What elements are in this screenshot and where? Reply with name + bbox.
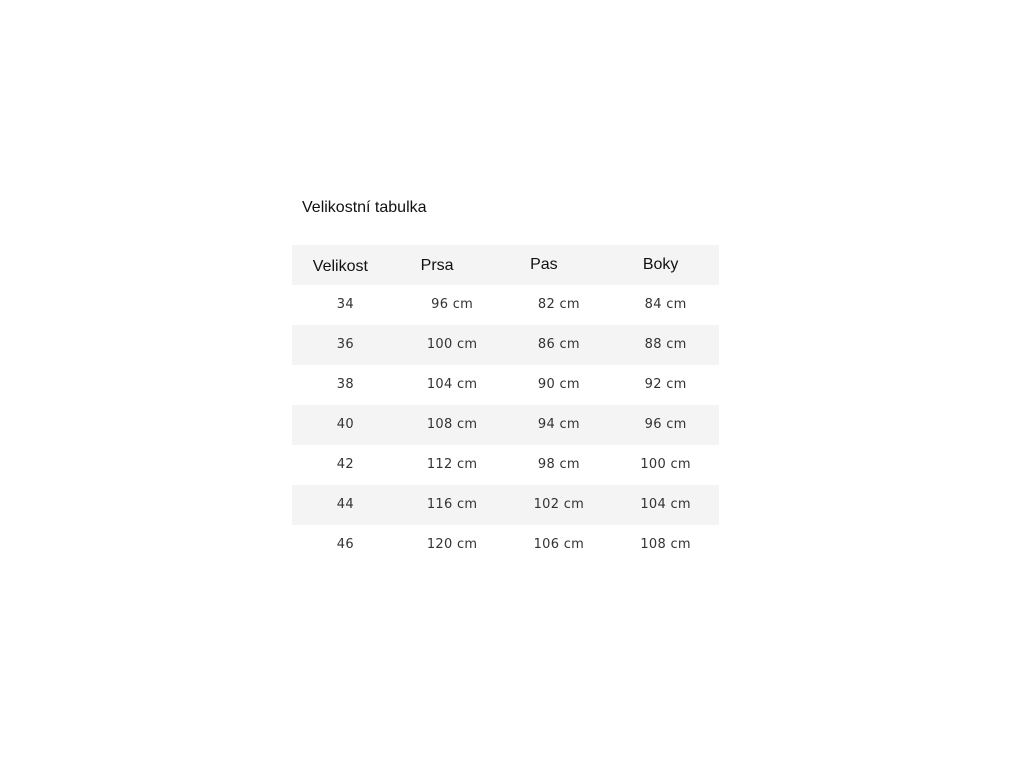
table-row xyxy=(292,325,719,365)
cell-chest: 108 cm xyxy=(426,417,478,432)
table-header-row xyxy=(292,245,719,285)
cell-hips: 104 cm xyxy=(640,497,691,512)
cell-chest: 104 cm xyxy=(426,377,478,392)
cell-hips: 100 cm xyxy=(640,457,691,472)
cell-size: 38 xyxy=(336,377,354,392)
cell-hips: 88 cm xyxy=(644,337,687,352)
size-table xyxy=(292,245,719,565)
cell-size: 40 xyxy=(336,417,354,432)
cell-chest: 112 cm xyxy=(426,457,478,472)
cell-hips: 92 cm xyxy=(644,377,687,392)
cell-size: 46 xyxy=(336,537,354,552)
table-row xyxy=(292,525,719,565)
cell-chest: 116 cm xyxy=(426,497,478,512)
cell-size: 44 xyxy=(336,497,354,512)
cell-size: 34 xyxy=(336,297,354,312)
cell-hips: 84 cm xyxy=(644,297,687,312)
table-row xyxy=(292,365,719,405)
column-header-velikost: Velikost xyxy=(312,258,368,275)
column-header-prsa: Prsa xyxy=(420,257,454,274)
cell-waist: 102 cm xyxy=(533,497,585,512)
cell-waist: 106 cm xyxy=(533,537,585,552)
cell-chest: 100 cm xyxy=(426,337,478,352)
column-header-boky: Boky xyxy=(642,256,679,273)
cell-waist: 98 cm xyxy=(537,457,580,472)
cell-size: 42 xyxy=(336,457,354,472)
cell-chest: 96 cm xyxy=(431,297,474,312)
page-title: Velikostní tabulka xyxy=(302,199,427,216)
cell-waist: 90 cm xyxy=(537,377,580,392)
cell-size: 36 xyxy=(336,337,354,352)
cell-waist: 86 cm xyxy=(537,337,580,352)
table-row xyxy=(292,485,719,525)
table-row xyxy=(292,445,719,485)
cell-hips: 96 cm xyxy=(644,417,687,432)
cell-waist: 82 cm xyxy=(537,297,580,312)
cell-chest: 120 cm xyxy=(426,537,478,552)
cell-hips: 108 cm xyxy=(640,537,691,552)
cell-waist: 94 cm xyxy=(537,417,580,432)
table-row xyxy=(292,285,719,325)
column-header-pas: Pas xyxy=(530,256,558,273)
table-row xyxy=(292,405,719,445)
